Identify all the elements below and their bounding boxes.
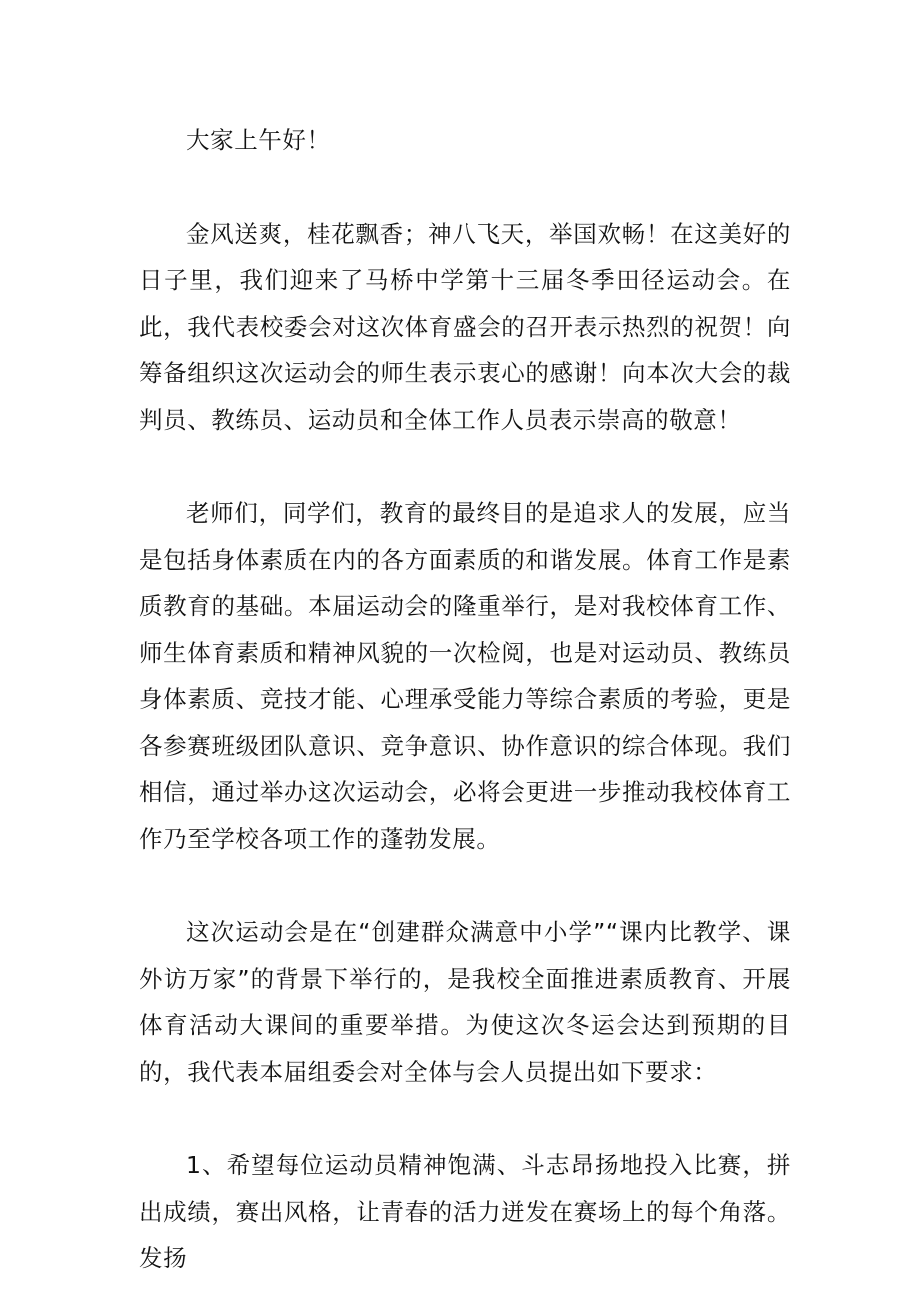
background-paragraph: 这次运动会是在“创建群众满意中小学”“课内比教学、课外访万家”的背景下举行的，是我校全面推进素质教育、开展体育活动大课间的重要举措。为使这次冬运会达到预期的目的，我代表本届组委会对全体与会人员提出如下要求： bbox=[139, 918, 791, 1086]
requirement-paragraph-1: 1、希望每位运动员精神饱满、斗志昂扬地投入比赛，拼出成绩，赛出风格，让青春的活力迸发在赛场上的每个角落。发扬 bbox=[139, 1151, 791, 1272]
greeting-paragraph: 大家上午好！ bbox=[186, 126, 331, 154]
education-paragraph: 老师们，同学们，教育的最终目的是追求人的发展，应当是包括身体素质在内的各方面素质的和谐发展。体育工作是素质教育的基础。本届运动会的隆重举行，是对我校体育工作、师生体育素质和精神风貌的一次检阅，也是对运动员、教练员身体素质、竞技才能、心理承受能力等综合素质的考验，更是各参赛班级团队意识、竞争意识、协作意识的综合体现。我们相信，通过举办这次运动会，必将会更进一步推动我校体育工作乃至学校各项工作的蓬勃发展。 bbox=[139, 499, 791, 853]
opening-paragraph: 金风送爽，桂花飘香；神八飞天，举国欢畅！在这美好的日子里，我们迎来了马桥中学第十三届冬季田径运动会。在此，我代表校委会对这次体育盛会的召开表示热烈的祝贺！向筹备组织这次运动会的师生表示衷心的感谢！向本次大会的裁判员、教练员、运动员和全体工作人员表示崇高的敬意！ bbox=[139, 219, 791, 434]
document-body bbox=[139, 117, 791, 1282]
